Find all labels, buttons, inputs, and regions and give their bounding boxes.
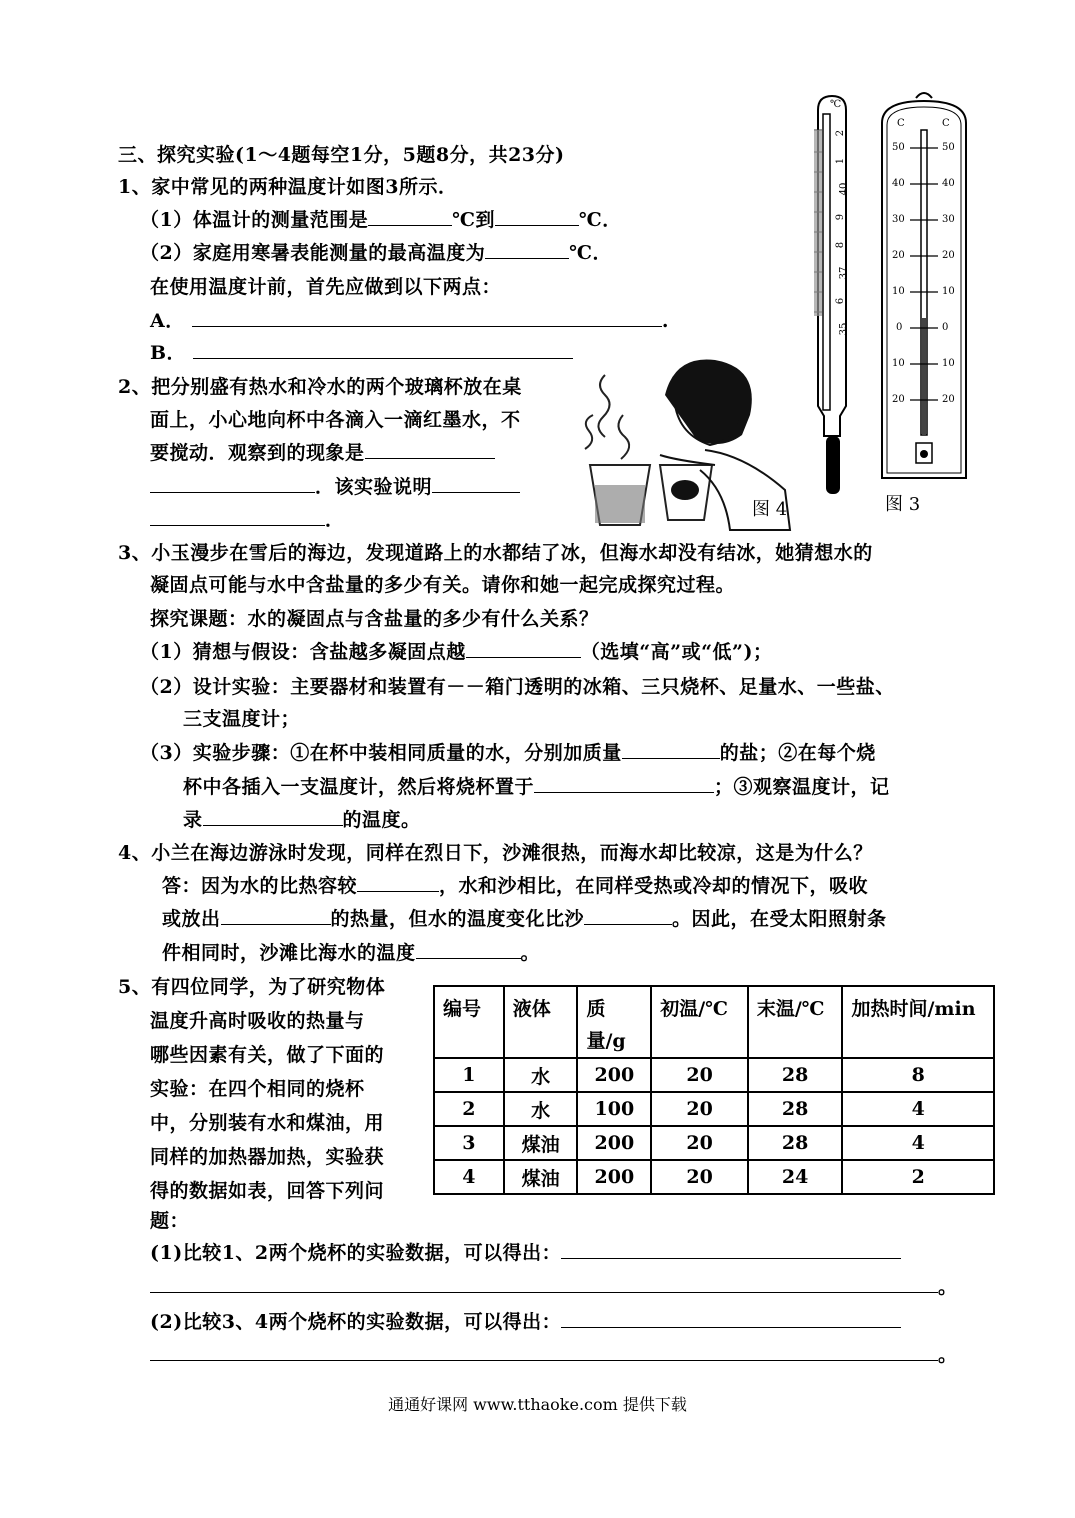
q1-part2 bbox=[140, 240, 612, 266]
table-cell: 2 bbox=[842, 1160, 994, 1194]
answer-blank[interactable] bbox=[150, 474, 315, 493]
answer-blank[interactable] bbox=[365, 440, 495, 459]
table-cell: 3 bbox=[434, 1126, 504, 1160]
table-cell: 水 bbox=[504, 1058, 578, 1092]
scale-label: 30 bbox=[892, 214, 905, 225]
scale-label: 37 bbox=[838, 266, 850, 280]
table-row bbox=[434, 1092, 994, 1126]
footer-credit: 通通好课网 www.tthaoke.com 提供下载 bbox=[388, 1395, 687, 1414]
header-cell: 编号 bbox=[434, 986, 504, 1058]
text: (1)比较1、2两个烧杯的实验数据，可以得出： bbox=[150, 1242, 562, 1264]
table-cell: 8 bbox=[842, 1058, 994, 1092]
q1-point-b bbox=[150, 340, 573, 366]
scale-label: 40 bbox=[892, 178, 905, 189]
text: 或放出 bbox=[162, 908, 221, 930]
text: 的热量，但水的温度变化比沙 bbox=[330, 908, 585, 930]
q3-line1: 3、小玉漫步在雪后的海边，发现道路上的水都结了冰，但海水却没有结冰，她猜想水的 bbox=[118, 542, 873, 564]
q1-stem: 1、家中常见的两种温度计如图3所示． bbox=[118, 176, 458, 198]
scale-label: 10 bbox=[942, 286, 955, 297]
text: 杯中各插入一支温度计，然后将烧杯置于 bbox=[183, 776, 535, 798]
table-cell: 2 bbox=[434, 1092, 504, 1126]
scale-label: 10 bbox=[892, 286, 905, 297]
answer-blank[interactable] bbox=[203, 807, 343, 826]
table-cell: 28 bbox=[748, 1126, 843, 1160]
text: 件相同时，沙滩比海水的温度 bbox=[162, 942, 416, 964]
text: 。因此，在受太阳照射条 bbox=[672, 908, 887, 930]
q3-design: （2）设计实验：主要器材和装置有－－箱门透明的冰箱、三只烧杯、足量水、一些盐、 bbox=[140, 676, 895, 698]
q1-part3: 在使用温度计前，首先应做到以下两点： bbox=[150, 276, 502, 298]
q4-answer1 bbox=[162, 873, 868, 899]
table-row bbox=[434, 1058, 994, 1092]
scale-label: 50 bbox=[942, 142, 955, 153]
table-cell: 28 bbox=[748, 1092, 843, 1126]
q3-steps-cont bbox=[183, 774, 890, 800]
q3-topic: 探究课题：水的凝固点与含盐量的多少有什么关系？ bbox=[150, 608, 599, 630]
scale-label: 6 bbox=[835, 297, 847, 305]
q2-line1: 2、把分别盛有热水和冷水的两个玻璃杯放在桌 bbox=[118, 376, 522, 398]
answer-blank[interactable] bbox=[485, 240, 569, 259]
scale-label: 20 bbox=[892, 250, 905, 261]
table-cell: 200 bbox=[577, 1058, 651, 1092]
text: （3）实验步骤：①在杯中装相同质量的水，分别加质量 bbox=[140, 742, 622, 764]
figure-3-caption: 图 3 bbox=[885, 494, 921, 515]
scale-label: 10 bbox=[942, 358, 955, 369]
table-cell: 4 bbox=[842, 1092, 994, 1126]
q1-part1 bbox=[140, 207, 622, 233]
answer-blank[interactable] bbox=[495, 207, 579, 226]
answer-blank[interactable] bbox=[561, 1240, 901, 1259]
child-arm bbox=[660, 455, 715, 465]
ink-drop bbox=[671, 480, 699, 500]
table-row bbox=[434, 1160, 994, 1194]
q5-sub2 bbox=[150, 1309, 901, 1335]
q5-line3: 哪些因素有关，做了下面的 bbox=[150, 1044, 385, 1066]
header-cell: 初温/℃ bbox=[651, 986, 748, 1058]
q3-steps bbox=[140, 740, 876, 766]
table-cell: 4 bbox=[842, 1126, 994, 1160]
q5-line4: 实验：在四个相同的烧杯 bbox=[150, 1078, 365, 1100]
answer-blank[interactable] bbox=[534, 774, 714, 793]
table-cell: 200 bbox=[577, 1126, 651, 1160]
answer-blank[interactable] bbox=[192, 308, 662, 327]
table-cell: 水 bbox=[504, 1092, 578, 1126]
header-cell: 末温/℃ bbox=[748, 986, 843, 1058]
q3-line2: 凝固点可能与水中含盐量的多少有关。请你和她一起完成探究过程。 bbox=[150, 574, 736, 596]
q4-line1: 4、小兰在海边游泳时发现，同样在烈日下，沙滩很热，而海水却比较凉，这是为什么？ bbox=[118, 842, 873, 864]
text: （1）猜想与假设：含盐越多凝固点越 bbox=[140, 641, 466, 663]
text: 。 bbox=[938, 1276, 958, 1298]
answer-blank[interactable] bbox=[432, 474, 520, 493]
header-cell: 加热时间/min bbox=[842, 986, 994, 1058]
text: 。 bbox=[938, 1344, 958, 1366]
q2-line4 bbox=[150, 474, 520, 500]
q2-line5 bbox=[150, 507, 345, 533]
answer-blank[interactable] bbox=[622, 740, 720, 759]
answer-blank[interactable] bbox=[150, 1274, 938, 1293]
table-cell: 4 bbox=[434, 1160, 504, 1194]
text: ℃到 bbox=[452, 209, 496, 231]
header-cell: 液体 bbox=[504, 986, 578, 1058]
scale-label: ℃ bbox=[830, 99, 842, 110]
q5-line7: 得的数据如表，回答下列问 bbox=[150, 1180, 385, 1202]
scale-label: 20 bbox=[942, 250, 955, 261]
text: 答：因为水的比热容较 bbox=[162, 875, 358, 897]
q5-sub1-cont bbox=[150, 1274, 958, 1300]
answer-blank[interactable] bbox=[221, 906, 331, 925]
scale-label: 0 bbox=[942, 322, 949, 333]
header-cell: 质 量/g bbox=[577, 986, 651, 1058]
scale-label: 40 bbox=[838, 182, 850, 196]
wall-scale bbox=[878, 88, 970, 483]
table-cell: 煤油 bbox=[504, 1126, 578, 1160]
steam-line bbox=[618, 415, 629, 459]
q5-sub2-cont bbox=[150, 1342, 958, 1368]
text: 录 bbox=[183, 809, 203, 831]
q5-line1: 5、有四位同学，为了研究物体 bbox=[118, 976, 386, 998]
table-cell: 20 bbox=[651, 1160, 748, 1194]
q5-sub1 bbox=[150, 1240, 901, 1266]
table-cell: 24 bbox=[748, 1160, 843, 1194]
q3-steps-end bbox=[183, 807, 421, 833]
answer-blank[interactable] bbox=[150, 1342, 938, 1361]
q3-design-cont: 三支温度计； bbox=[183, 708, 301, 730]
scale-label: 20 bbox=[942, 394, 955, 405]
scale-label: 10 bbox=[892, 358, 905, 369]
table-cell: 200 bbox=[577, 1160, 651, 1194]
q5-line6: 同样的加热器加热，实验获 bbox=[150, 1146, 385, 1168]
scale-label: 1 bbox=[835, 157, 847, 165]
table-cell: 100 bbox=[577, 1092, 651, 1126]
answer-blank[interactable] bbox=[416, 940, 521, 959]
scale-label: 8 bbox=[835, 241, 847, 249]
table-cell: 1 bbox=[434, 1058, 504, 1092]
text: 要搅动．观察到的现象是 bbox=[150, 442, 365, 464]
q4-answer3 bbox=[162, 940, 540, 966]
text: ℃． bbox=[569, 242, 613, 264]
text: ；③观察温度计，记 bbox=[714, 776, 890, 798]
text: （选填“高”或“低”)； bbox=[580, 641, 773, 663]
scale-label: 9 bbox=[835, 213, 847, 221]
answer-blank[interactable] bbox=[357, 873, 439, 892]
q3-hypothesis bbox=[140, 639, 772, 665]
figure-4-caption: 图 4 bbox=[752, 499, 788, 520]
text: （1）体温计的测量范围是 bbox=[140, 209, 369, 231]
text: 的盐；②在每个烧 bbox=[719, 742, 876, 764]
answer-blank[interactable] bbox=[561, 1309, 901, 1328]
q1-point-a bbox=[150, 308, 669, 334]
scale-label: 0 bbox=[896, 322, 903, 333]
table-cell: 煤油 bbox=[504, 1160, 578, 1194]
text: ．该实验说明 bbox=[315, 476, 433, 498]
q4-answer2 bbox=[162, 906, 887, 932]
text: A． bbox=[150, 310, 185, 332]
table-cell: 20 bbox=[651, 1092, 748, 1126]
child-hair bbox=[665, 359, 752, 444]
scale-label: 35 bbox=[838, 322, 850, 336]
experiment-data-table bbox=[433, 985, 995, 1195]
scale-label: 20 bbox=[892, 394, 905, 405]
text: ℃． bbox=[579, 209, 622, 231]
table-cell: 28 bbox=[748, 1058, 843, 1092]
table-cell: 20 bbox=[651, 1058, 748, 1092]
q2-line3 bbox=[150, 440, 495, 466]
q5-line2: 温度升高时吸收的热量与 bbox=[150, 1010, 365, 1032]
text: 。 bbox=[520, 942, 541, 964]
steam-line bbox=[585, 415, 593, 449]
answer-blank[interactable] bbox=[368, 207, 452, 226]
text: 的温度。 bbox=[342, 809, 421, 831]
text: （2）家庭用寒暑表能测量的最高温度为 bbox=[140, 242, 486, 264]
text: . bbox=[661, 310, 669, 332]
scale-label: 30 bbox=[942, 214, 955, 225]
text: B． bbox=[150, 342, 187, 364]
steam-line bbox=[598, 375, 609, 437]
text: (2)比较3、4两个烧杯的实验数据，可以得出： bbox=[150, 1311, 562, 1333]
table-row bbox=[434, 1126, 994, 1160]
answer-blank[interactable] bbox=[150, 507, 325, 526]
table-header-row bbox=[434, 986, 994, 1058]
scale-label: 2 bbox=[835, 129, 847, 137]
answer-blank[interactable] bbox=[466, 639, 581, 658]
q5-line8: 题： bbox=[150, 1210, 190, 1232]
table-cell: 20 bbox=[651, 1126, 748, 1160]
text: ． bbox=[325, 509, 345, 531]
scale-unit: C bbox=[942, 118, 950, 129]
section-title: 三、探究实验(1～4题每空1分，5题8分，共23分) bbox=[118, 144, 565, 166]
clinical-thermometer bbox=[812, 92, 857, 497]
answer-blank[interactable] bbox=[584, 906, 672, 925]
text: ，水和沙相比，在同样受热或冷却的情况下，吸收 bbox=[439, 875, 869, 897]
hot-water-ink bbox=[595, 485, 645, 523]
scale-label: 40 bbox=[942, 178, 955, 189]
thermometer-bulb bbox=[826, 436, 840, 494]
answer-blank[interactable] bbox=[193, 340, 573, 359]
q5-line5: 中，分别装有水和煤油，用 bbox=[150, 1112, 385, 1134]
q2-line2: 面上，小心地向杯中各滴入一滴红墨水，不 bbox=[150, 409, 521, 431]
scale-label: 50 bbox=[892, 142, 905, 153]
scale-unit: C bbox=[897, 118, 905, 129]
